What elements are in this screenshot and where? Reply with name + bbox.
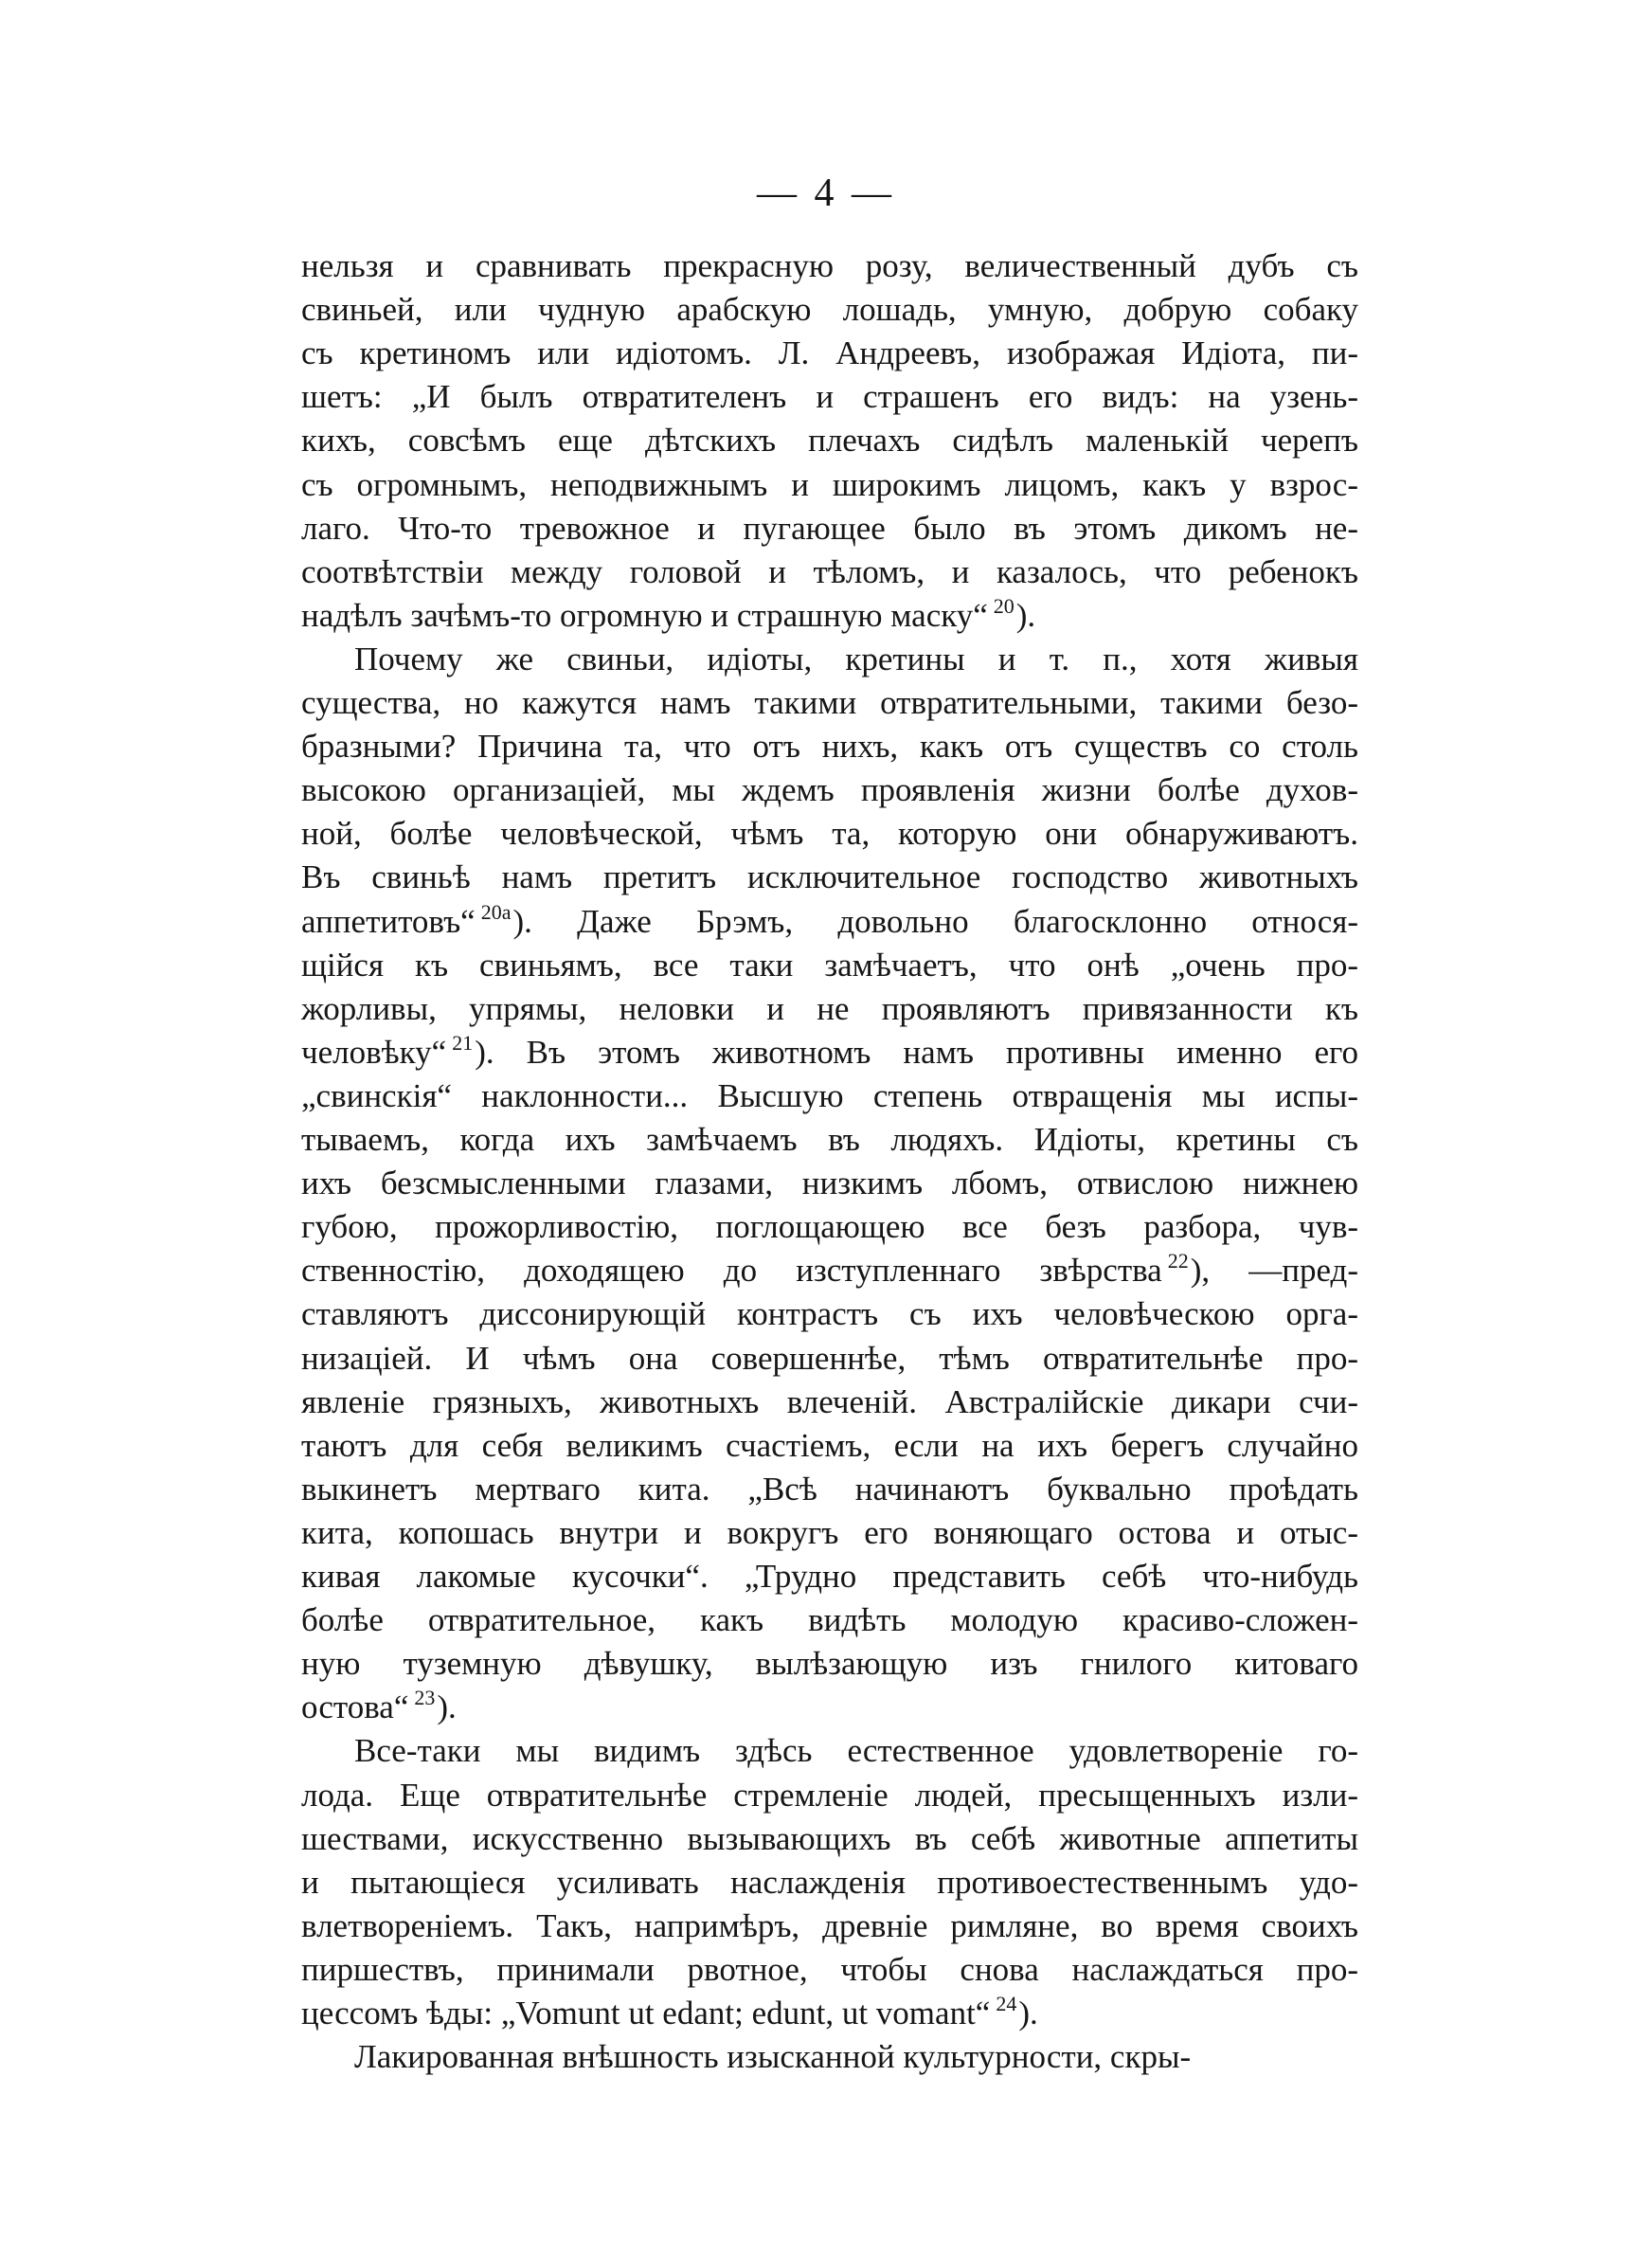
text-line [301, 244, 1358, 288]
text-line [301, 419, 1358, 462]
line-text: пиршествъ, принимали рвотное, чтобы снова наслаждаться про- [301, 1950, 1358, 1988]
line-text: аппетитовъ“ [301, 902, 476, 940]
text-line [301, 507, 1358, 551]
text-line [301, 856, 1358, 899]
text-line [301, 594, 1358, 641]
line-text: губою, прожорливостію, поглощающею все безъ разбора, чув- [301, 1208, 1358, 1246]
text-line [301, 1948, 1358, 1992]
line-text: съ кретиномъ или идіотомъ. Л. Андреевъ, изображая Идіота, пи- [301, 334, 1358, 372]
footnote-ref: 24 [996, 1992, 1017, 2015]
line-text: и пытающіеся усиливать наслажденія противоестественнымъ удо- [301, 1863, 1358, 1901]
line-text: явленіе грязныхъ, животныхъ влеченій. Австралійскіе дикари счи- [301, 1382, 1358, 1420]
line-text-after-footnote: ), —пред- [1190, 1252, 1358, 1290]
text-line [301, 768, 1358, 812]
text-line [301, 463, 1358, 507]
text-line [301, 725, 1358, 768]
line-text: надѣлъ зачѣмъ-то огромную и страшную маску“ [301, 596, 988, 634]
text-line [301, 1337, 1358, 1381]
line-text: бразными? Причина та, что отъ нихъ, какъ отъ существъ со столь [301, 728, 1358, 766]
line-text: высокою организаціей, мы ждемъ проявленія жизни болѣе духов- [301, 771, 1358, 809]
line-text: низаціей. И чѣмъ она совершеннѣе, тѣмъ отвратительнѣе про- [301, 1339, 1358, 1377]
text-line [301, 1118, 1358, 1162]
text-line [354, 638, 1358, 681]
text-line [301, 1381, 1358, 1424]
text-line [301, 812, 1358, 856]
page-number: — 4 — [757, 172, 895, 215]
line-text: ной, болѣе человѣческой, чѣмъ та, которую они обнаруживаютъ. [301, 815, 1358, 853]
text-line [354, 2035, 1358, 2079]
text-line [301, 1774, 1358, 1817]
line-text: кивая лакомые кусочки“. „Трудно представить себѣ что-нибудь [301, 1558, 1358, 1595]
text-line [301, 1817, 1358, 1861]
text-line [301, 900, 1358, 948]
text-line [301, 1861, 1358, 1905]
line-text: шествами, искусственно вызывающихъ въ себѣ животные аппетиты [301, 1819, 1358, 1857]
line-text: жорливы, упрямы, неловки и не проявляютъ привязанности къ [301, 989, 1358, 1027]
line-text: ставляютъ диссонирующій контрастъ съ ихъ человѣческою орга- [301, 1295, 1358, 1333]
line-text: нельзя и сравнивать прекрасную розу, величественный дубъ съ [301, 247, 1358, 284]
line-text: щійся къ свиньямъ, все таки замѣчаетъ, что онѣ „очень про- [301, 946, 1358, 984]
line-text-after-footnote: ). [1018, 1995, 1038, 2031]
text-line [301, 332, 1358, 375]
text-line [301, 1292, 1358, 1336]
line-text: лода. Еще отвратительнѣе стремленіе людей, пресыщенныхъ изли- [301, 1776, 1358, 1814]
text-line [301, 1598, 1358, 1642]
line-text: „свинскія“ наклонности... Высшую степень отвращенія мы испы- [301, 1076, 1358, 1114]
line-text-after-footnote: ). [1015, 596, 1036, 634]
line-text: шетъ: „И былъ отвратителенъ и страшенъ его видъ: на узень- [301, 378, 1358, 416]
line-text: Въ свиньѣ намъ претитъ исключительное господство животныхъ [301, 858, 1358, 896]
text-line [301, 1074, 1358, 1118]
text-line [301, 944, 1358, 987]
line-text: влетвореніемъ. Такъ, напримѣръ, древніе римляне, во время своихъ [301, 1906, 1358, 1944]
line-text-after-footnote: ). Въ этомъ животномъ намъ противны именно его [475, 1033, 1358, 1071]
line-text: лаго. Что-то тревожное и пугающее было въ этомъ дикомъ не- [301, 509, 1358, 547]
line-text-after-footnote: ). Даже Брэмъ, довольно благосклонно относя- [512, 902, 1358, 940]
line-text: Лакированная внѣшность изысканной культурности, скры- [354, 2038, 1192, 2076]
footnote-ref: 20a [480, 899, 512, 924]
line-text: съ огромнымъ, неподвижнымъ и широкимъ лицомъ, какъ у взрос- [301, 465, 1358, 503]
line-text: цессомъ ѣды: „Vomunt ut edant; edunt, ut vomant“ [301, 1995, 991, 2031]
text-line [301, 1162, 1358, 1205]
line-text: болѣе отвратительное, какъ видѣть молодую красиво-сложен- [301, 1601, 1358, 1639]
line-text: тываемъ, когда ихъ замѣчаемъ въ людяхъ. Идіоты, кретины съ [301, 1121, 1358, 1158]
line-text: свиньей, или чудную арабскую лошадь, умную, добрую собаку [301, 291, 1358, 329]
text-line [301, 1555, 1358, 1598]
text-line [301, 1511, 1358, 1555]
footnote-ref: 20 [993, 593, 1015, 618]
line-text: таютъ для себя великимъ счастіемъ, если на ихъ берегъ случайно [301, 1426, 1358, 1464]
text-line [301, 288, 1358, 332]
footnote-ref: 23 [414, 1686, 436, 1710]
line-text-after-footnote: ). [437, 1688, 457, 1726]
line-text: человѣку“ [301, 1033, 447, 1071]
text-line [301, 1642, 1358, 1686]
footnote-ref: 22 [1167, 1249, 1189, 1273]
text-line [301, 1031, 1358, 1078]
line-text: выкинетъ мертваго кита. „Всѣ начинаютъ буквально проѣдать [301, 1470, 1358, 1508]
line-text: существа, но кажутся намъ такими отвратительными, такими безо- [301, 684, 1358, 721]
text-line [301, 551, 1358, 594]
line-text: Почему же свиньи, идіоты, кретины и т. п., хотя живыя [354, 640, 1358, 677]
line-text: кита, копошась внутри и вокругъ его воняющаго остова и отыс- [301, 1513, 1358, 1551]
text-line [301, 1249, 1358, 1296]
text-line [354, 1729, 1358, 1773]
line-text: Все-таки мы видимъ здѣсь естественное удовлетвореніе го- [354, 1732, 1358, 1770]
line-text: ственностію, доходящею до изступленнаго звѣрства [301, 1252, 1162, 1290]
line-text: ную туземную дѣвушку, вылѣзающую изъ гнилого китоваго [301, 1645, 1358, 1683]
line-text: кихъ, совсѣмъ еще дѣтскихъ плечахъ сидѣлъ маленькій черепъ [301, 422, 1358, 460]
footnote-ref: 21 [452, 1030, 474, 1055]
text-line [301, 1205, 1358, 1249]
line-text: соотвѣтствіи между головой и тѣломъ, и казалось, что ребенокъ [301, 552, 1358, 590]
text-line [301, 1468, 1358, 1511]
line-text: ихъ безсмысленными глазами, низкимъ лбомъ, отвислою нижнею [301, 1165, 1358, 1202]
text-line [301, 1424, 1358, 1468]
text-line [301, 987, 1358, 1031]
line-text: остова“ [301, 1688, 409, 1726]
text-line [301, 375, 1358, 419]
text-line [301, 1905, 1358, 1948]
text-line [301, 1686, 1358, 1733]
text-line [301, 1992, 1358, 2039]
text-line [301, 681, 1358, 725]
